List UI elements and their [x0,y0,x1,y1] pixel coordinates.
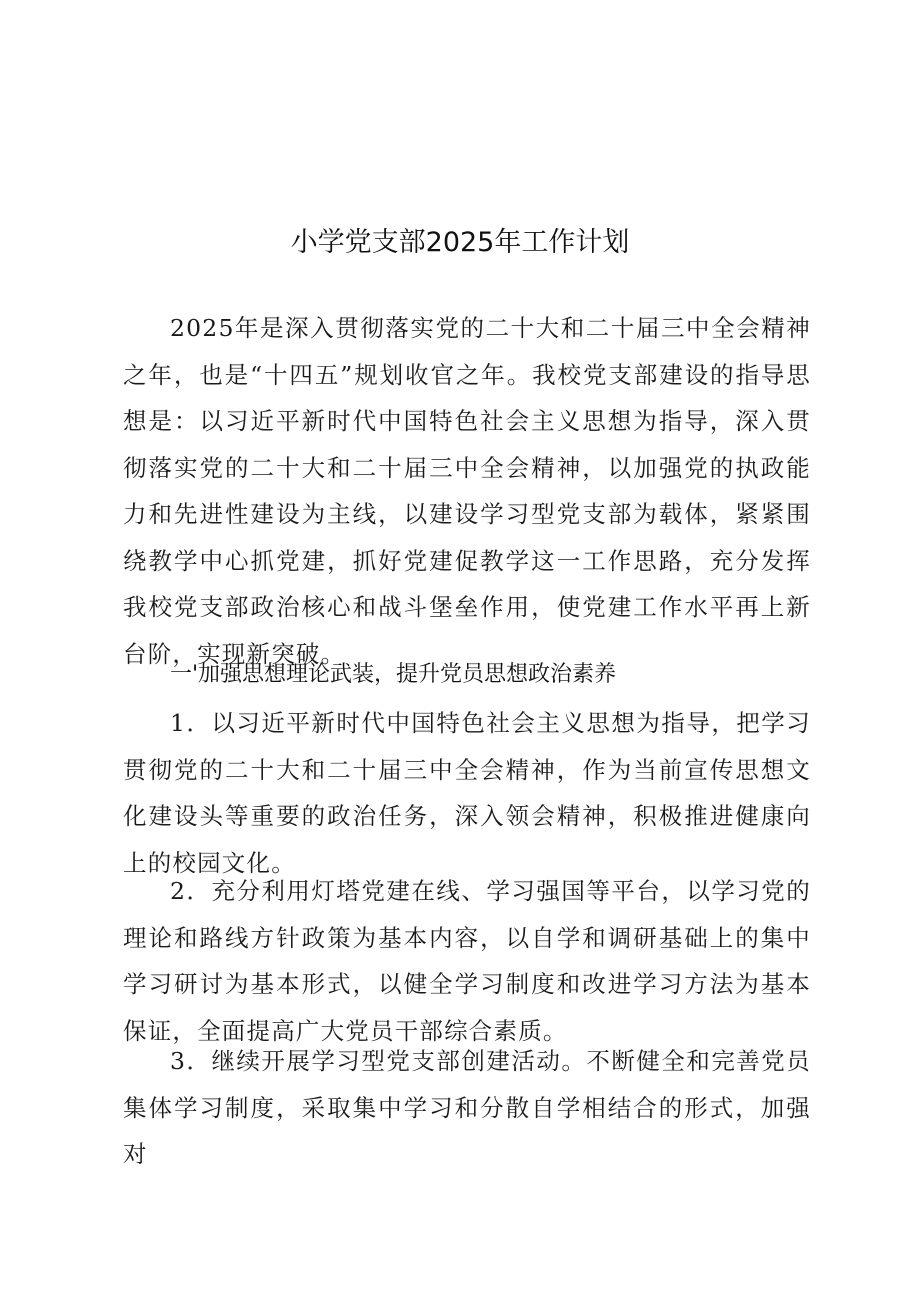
section-1-item-2: 2．充分利用灯塔党建在线、学习强国等平台，以学习党的理论和路线方针政策为基本内容，以自学和调研基础上的集中学习研讨为基本形式，以健全学习制度和改进学习方法为基本保证，全面提高广大党员干部综合素质。 [123,877,811,1045]
intro-paragraph: 2025年是深入贯彻落实党的二十大和二十届三中全会精神之年，也是“十四五”规划收官之年。我校党支部建设的指导思想是：以习近平新时代中国特色社会主义思想为指导，深入贯彻落实党的二十大和二十届三中全会精神，以加强党的执政能力和先进性建设为主线，以建设学习型党支部为载体，紧紧围绕教学中心抓党建，抓好党建促教学这一工作思路，充分发挥我校党支部政治核心和战斗堡垒作用，使党建工作水平再上新台阶，实现新突破。 [123,314,811,668]
section-1-item-1: 1．以习近平新时代中国特色社会主义思想为指导，把学习贯彻党的二十大和二十届三中全会精神，作为当前宣传思想文化建设头等重要的政治任务，深入领会精神，积极推进健康向上的校园文化。 [123,709,811,877]
document-title: 小学党支部2025年工作计划 [290,227,630,258]
section-1-item-3: 3．继续开展学习型党支部创建活动。不断健全和完善党员集体学习制度，采取集中学习和分散自学相结合的形式，加强对 [123,1047,811,1168]
section-1-heading: 一'加强思想理论武装，提升党员思想政治素养 [170,662,617,687]
